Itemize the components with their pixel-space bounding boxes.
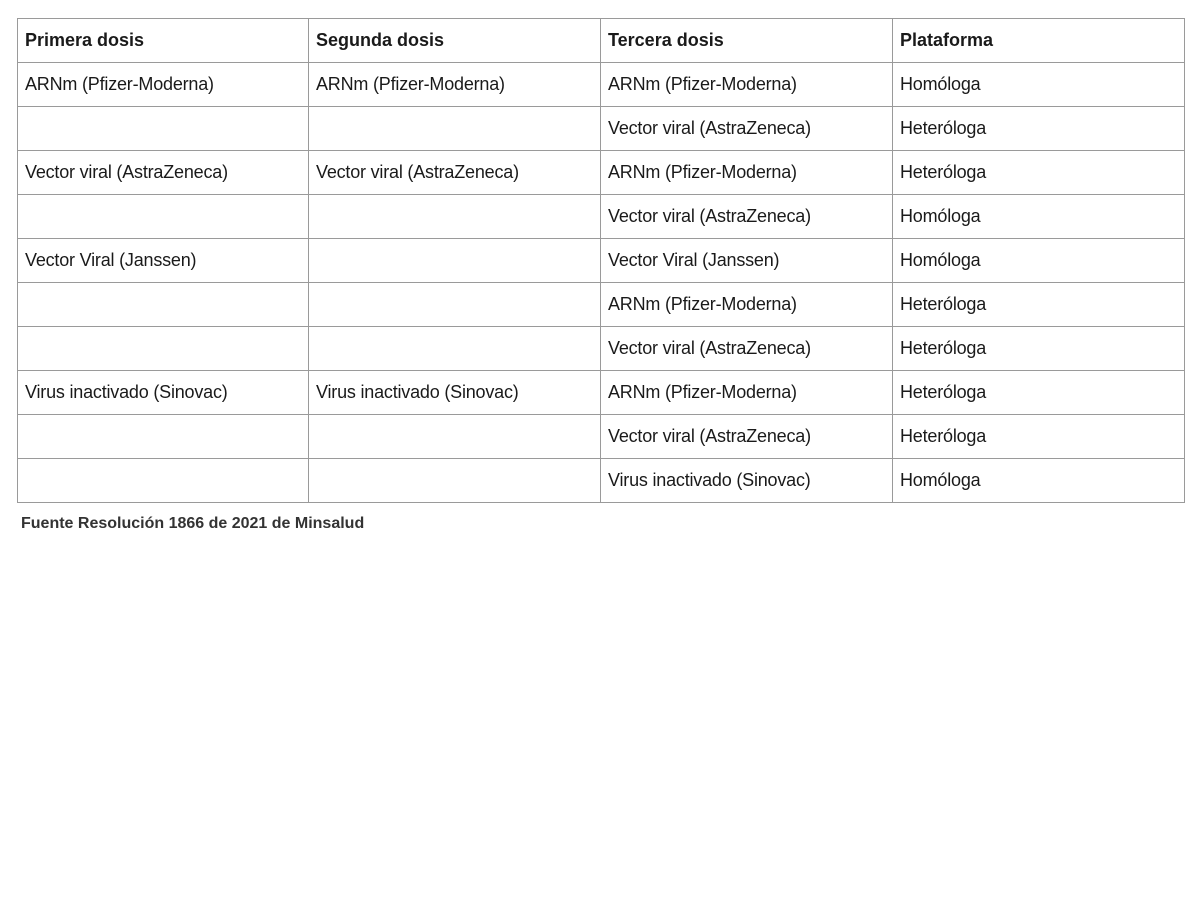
cell-segunda-dosis [309,415,601,459]
cell-tercera-dosis: ARNm (Pfizer-Moderna) [601,151,893,195]
table-row [18,151,1185,195]
cell-plataforma: Heteróloga [893,327,1185,371]
table-row [18,371,1185,415]
header-row [18,19,1185,63]
cell-segunda-dosis [309,107,601,151]
cell-plataforma: Homóloga [893,239,1185,283]
vaccine-dose-table [17,18,1185,503]
cell-primera-dosis [18,327,309,371]
cell-tercera-dosis: Vector viral (AstraZeneca) [601,195,893,239]
cell-primera-dosis: Vector Viral (Janssen) [18,239,309,283]
cell-tercera-dosis: Vector viral (AstraZeneca) [601,327,893,371]
cell-tercera-dosis: ARNm (Pfizer-Moderna) [601,283,893,327]
cell-primera-dosis [18,459,309,503]
table-header [18,19,1185,63]
cell-plataforma: Heteróloga [893,151,1185,195]
cell-tercera-dosis: Vector Viral (Janssen) [601,239,893,283]
cell-tercera-dosis: Vector viral (AstraZeneca) [601,415,893,459]
cell-primera-dosis: ARNm (Pfizer-Moderna) [18,63,309,107]
source-note: Fuente Resolución 1866 de 2021 de Minsalud [21,515,365,532]
table-row [18,283,1185,327]
cell-segunda-dosis [309,327,601,371]
table-row [18,327,1185,371]
cell-plataforma: Homóloga [893,195,1185,239]
cell-primera-dosis [18,415,309,459]
header-tercera-dosis: Tercera dosis [601,19,893,63]
table-row [18,107,1185,151]
cell-segunda-dosis [309,239,601,283]
cell-plataforma: Homóloga [893,63,1185,107]
table-row [18,459,1185,503]
table-row [18,239,1185,283]
cell-segunda-dosis: ARNm (Pfizer-Moderna) [309,63,601,107]
cell-primera-dosis: Vector viral (AstraZeneca) [18,151,309,195]
cell-plataforma: Heteróloga [893,283,1185,327]
table-body [18,63,1185,503]
document-page [17,18,1184,533]
cell-primera-dosis [18,107,309,151]
cell-primera-dosis [18,283,309,327]
cell-segunda-dosis [309,195,601,239]
header-segunda-dosis: Segunda dosis [309,19,601,63]
cell-plataforma: Heteróloga [893,371,1185,415]
cell-tercera-dosis: ARNm (Pfizer-Moderna) [601,371,893,415]
table-row [18,63,1185,107]
cell-segunda-dosis [309,459,601,503]
cell-tercera-dosis: Vector viral (AstraZeneca) [601,107,893,151]
cell-tercera-dosis: Virus inactivado (Sinovac) [601,459,893,503]
cell-primera-dosis: Virus inactivado (Sinovac) [18,371,309,415]
cell-segunda-dosis: Vector viral (AstraZeneca) [309,151,601,195]
cell-plataforma: Heteróloga [893,107,1185,151]
header-primera-dosis: Primera dosis [18,19,309,63]
cell-plataforma: Heteróloga [893,415,1185,459]
cell-plataforma: Homóloga [893,459,1185,503]
cell-segunda-dosis [309,283,601,327]
cell-segunda-dosis: Virus inactivado (Sinovac) [309,371,601,415]
header-plataforma: Plataforma [893,19,1185,63]
table-row [18,415,1185,459]
table-row [18,195,1185,239]
cell-primera-dosis [18,195,309,239]
cell-tercera-dosis: ARNm (Pfizer-Moderna) [601,63,893,107]
